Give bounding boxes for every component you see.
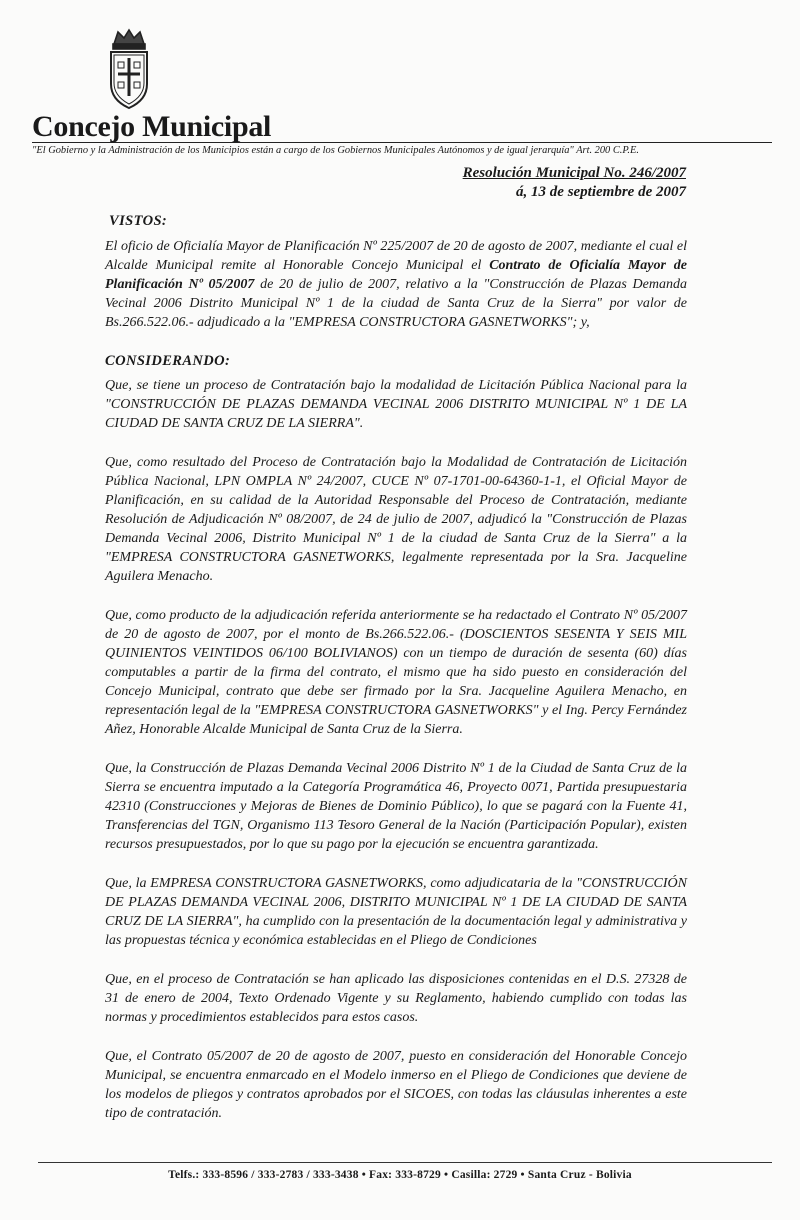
resolution-date: á, 13 de septiembre de 2007 (516, 184, 686, 200)
considerando-paragraph: Que, la EMPRESA CONSTRUCTORA GASNETWORKS, como adjudicataria de la "CONSTRUCCIÓN DE PLAZAS DEMANDA VECINAL 2006, DISTRITO MUNICIPAL Nº 1 DE LA CIUDAD DE SANTA CRUZ DE LA SIERRA", ha cumplido con la presentación de la documentación legal y administrativa y las propuestas técnica y económica establecidas en el Pliego de Condiciones (105, 876, 687, 948)
header-motto: "El Gobierno y la Administración de los Municipios están a cargo de los Gobiernos Municipales Autónomos y de igual jerarquía" Art. 200 C.P.E. (32, 145, 639, 156)
considerando-paragraph: Que, como producto de la adjudicación referida anteriormente se ha redactado el Contrato Nº 05/2007 de 20 de agosto de 2007, por el monto de Bs.266.522.06.- (DOSCIENTOS SESENTA Y SEIS MIL QUINIENTOS VEINTIDOS 06/100 BOLIVIANOS) con un tiempo de duración de sesenta (60) días computables a partir de la firma del contrato, el mismo que ha sido puesto en consideración del Concejo Municipal, contrato que debe ser firmado por la Sra. Jacqueline Aguilera Menacho, en representación legal de la "EMPRESA CONSTRUCTORA GASNETWORKS" y el Ing. Percy Fernández Añez, Honorable Alcalde Municipal de Santa Cruz de la Sierra. (105, 608, 687, 737)
considerando-paragraph: Que, se tiene un proceso de Contratación bajo la modalidad de Licitación Pública Nacional para la "CONSTRUCCIÓN DE PLAZAS DEMANDA VECINAL 2006 DISTRITO MUNICIPAL Nº 1 DE LA CIUDAD DE SANTA CRUZ DE LA SIERRA". (105, 378, 687, 431)
vistos-text-1: El oficio de Oficialía Mayor de Planificación Nº 225/2007 de 20 de agosto de 2007, mediante el cual el Alcalde Municipal remite al Honorable Concejo Municipal el (105, 239, 687, 273)
municipal-crest-icon (104, 28, 154, 112)
resolution-number: Resolución Municipal No. 246/2007 (462, 165, 686, 181)
organization-name: Concejo Municipal (32, 110, 272, 143)
vistos-contract-reference: Contrato de Oficialía Mayor de Planificación Nº 05/2007 (105, 258, 688, 292)
footer-divider (38, 1162, 772, 1163)
footer-contact-info: Telfs.: 333-8596 / 333-2783 / 333-3438 • Fax: 333-8729 • Casilla: 2729 • Santa Cruz - Bolivia (168, 1169, 632, 1181)
document-body (105, 212, 687, 1143)
vistos-paragraph (105, 237, 687, 332)
considerando-paragraph: Que, la Construcción de Plazas Demanda Vecinal 2006 Distrito Nº 1 de la Ciudad de Santa Cruz de la Sierra se encuentra imputado a la Categoría Programática 46, Proyecto 0071, Partida presupuestaria 42310 (Construcciones y Mejoras de Bienes de Dominio Público), lo que se pagará con la Fuente 41, Transferencias del TGN, Organismo 113 Tesoro General de la Nación (Participación Popular), existen recursos presupuestados, por lo que su pago por la ejecución se encuentra garantizada. (105, 761, 687, 852)
vistos-text-2: de 20 de julio de 2007, relativo a la "Construcción de Plazas Demanda Vecinal 2006 Distrito Municipal Nº 1 de la ciudad de Santa Cruz de la Sierra" por valor de Bs.266.522.06.- adjudicado a la "EMPRESA CONSTRUCTORA GASNETWORKS"; y, (105, 277, 687, 330)
header-divider (32, 142, 772, 143)
vistos-heading: VISTOS: (109, 213, 168, 229)
resolution-block (463, 164, 686, 202)
considerando-heading: CONSIDERANDO: (105, 353, 231, 369)
considerando-paragraph: Que, como resultado del Proceso de Contratación bajo la Modalidad de Contratación de Licitación Pública Nacional, LPN OMPLA Nº 24/2007, CUCE Nº 07-1701-00-64360-1-1, el Oficial Mayor de Planificación, en su calidad de la Autoridad Responsable del Proceso de Contratación, mediante Resolución de Adjudicación Nº 08/2007, de 24 de julio de 2007, adjudicó la "Construcción de Plazas Demanda Vecinal 2006, Distrito Municipal Nº 1 de la ciudad de Santa Cruz de la Sierra" a la "EMPRESA CONSTRUCTORA GASNETWORKS, legalmente representada por la Sra. Jacqueline Aguilera Menacho. (105, 455, 687, 584)
considerando-paragraph: Que, el Contrato 05/2007 de 20 de agosto de 2007, puesto en consideración del Honorable Concejo Municipal, se encuentra enmarcado en el Modelo inmerso en el Pliego de Condiciones que deviene de los modelos de pliegos y contratos aprobados por el SICOES, con todas las cláusulas inherentes a este tipo de contratación. (105, 1049, 687, 1121)
considerando-paragraph: Que, en el proceso de Contratación se han aplicado las disposiciones contenidas en el D.S. 27328 de 31 de enero de 2004, Texto Ordenado Vigente y su Reglamento, habiendo cumplido con todas las normas y procedimientos establecidos para estos casos. (105, 972, 687, 1025)
